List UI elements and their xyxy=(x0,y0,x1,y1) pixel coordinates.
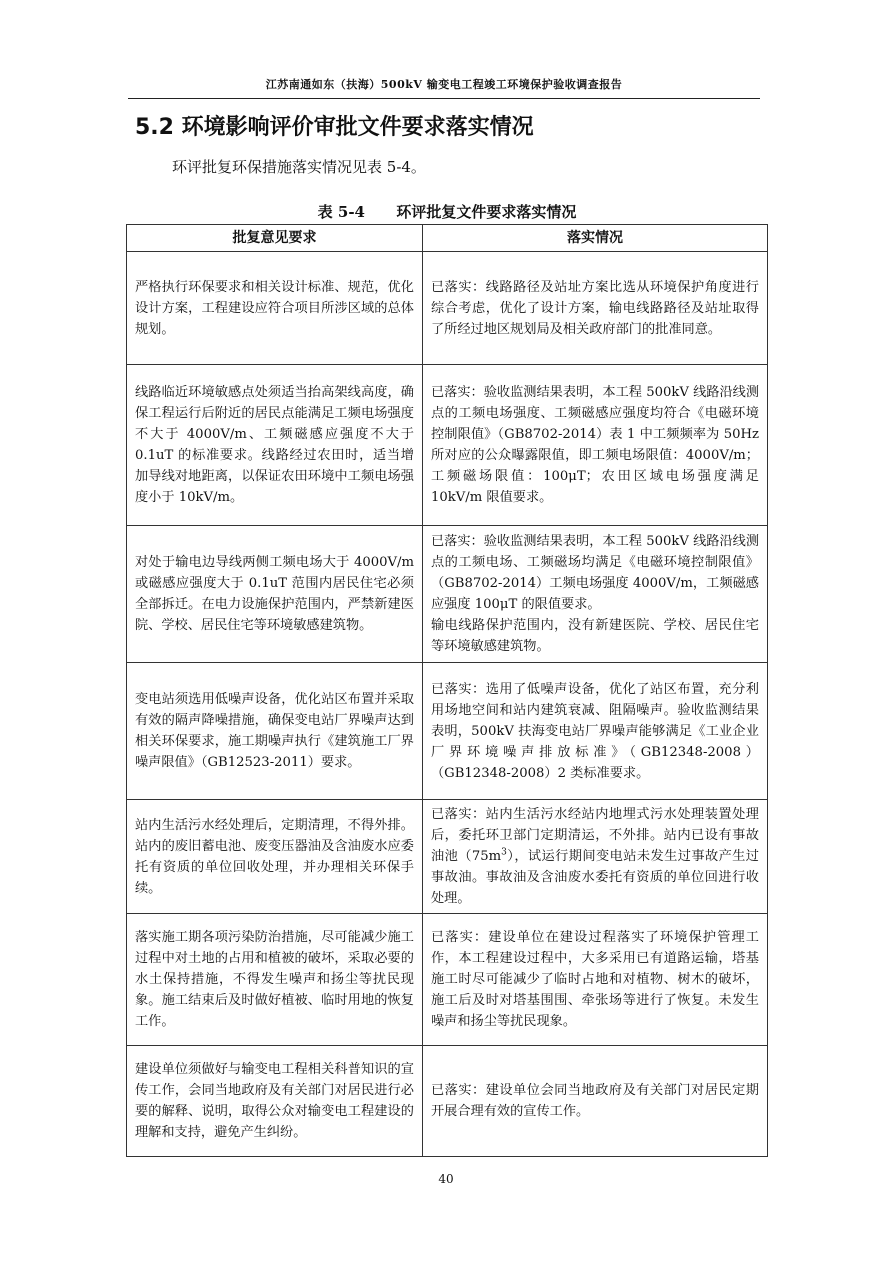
page-number: 40 xyxy=(438,1172,454,1186)
requirement-cell: 变电站须选用低噪声设备，优化站区布置并采取有效的隔声降噪措施，确保变电站厂界噪声达到相关环保要求，施工期噪声执行《建筑施工厂界噪声限值》（GB12523-2011）要求。 xyxy=(127,663,423,800)
requirement-cell: 严格执行环保要求和相关设计标准、规范，优化设计方案，工程建设应符合项目所涉区域的总体规划。 xyxy=(127,252,423,365)
table-row xyxy=(127,365,768,526)
table-row xyxy=(127,800,768,914)
requirements-table xyxy=(126,224,768,1157)
status-text-extra: 输电线路保护范围内，没有新建医院、学校、居民住宅等环境敏感建筑物。 xyxy=(431,618,759,654)
table-caption: 表 5-4 环评批复文件要求落实情况 xyxy=(317,203,577,221)
status-cell: 已落实：验收监测结果表明，本工程 500kV 线路沿线测点的工频电场强度、工频磁感应强度均符合《电磁环境控制限值》（GB8702-2014）表 1 中工频频率为 50Hz 所对应的公众曝露限值，即工频电场限值：4000V/m；工频磁场限值：100μT；农田区域电场强度满足 10kV/m 限值要求。 xyxy=(423,365,768,526)
report-header: 江苏南通如东（扶海）500kV 输变电工程竣工环境保护验收调查报告 xyxy=(265,78,623,91)
table-row xyxy=(127,526,768,663)
header-divider xyxy=(128,98,760,99)
table-row xyxy=(127,1046,768,1157)
status-cell: 已落实：线路路径及站址方案比选从环境保护角度进行综合考虑，优化了设计方案，输电线路路径及站址取得了所经过地区规划局及相关政府部门的批准同意。 xyxy=(423,252,768,365)
status-text-part: ），试运行期间变电站未发生过事故产生过事故油。事故油及含油废水委托有资质的单位回进行收处理。 xyxy=(431,849,759,906)
table-row xyxy=(127,914,768,1046)
requirement-cell: 落实施工期各项污染防治措施，尽可能减少施工过程中对土地的占用和植被的破坏，采取必要的水土保持措施，不得发生噪声和扬尘等扰民现象。施工结束后及时做好植被、临时用地的恢复工作。 xyxy=(127,914,423,1046)
status-text-part: 已落实：站内生活污水经站内地埋式污水处理装置处理后，委托环卫部门定期清运，不外排。站内已设有事故油池（75m xyxy=(431,807,759,864)
requirement-cell: 对处于输电边导线两侧工频电场大于 4000V/m 或磁感应强度大于 0.1uT 范围内居民住宅必须全部拆迁。在电力设施保护范围内，严禁新建医院、学校、居民住宅等环境敏感建筑物。 xyxy=(127,526,423,663)
status-cell: 已落实：建设单位会同当地政府及有关部门对居民定期开展合理有效的宣传工作。 xyxy=(423,1046,768,1157)
table-header-row xyxy=(127,225,768,252)
table-row xyxy=(127,663,768,800)
column-header-status: 落实情况 xyxy=(423,225,768,252)
requirement-cell: 建设单位须做好与输变电工程相关科普知识的宣传工作，会同当地政府及有关部门对居民进行必要的解释、说明，取得公众对输变电工程建设的理解和支持，避免产生纠纷。 xyxy=(127,1046,423,1157)
status-cell xyxy=(423,526,768,663)
status-cell: 已落实：选用了低噪声设备，优化了站区布置，充分利用场地空间和站内建筑衰减、阻隔噪声。验收监测结果表明，500kV 扶海变电站厂界噪声能够满足《工业企业厂界环境噪声排放标准》（GB12348-2008）（GB12348-2008）2 类标准要求。 xyxy=(423,663,768,800)
table-row xyxy=(127,252,768,365)
status-text: 已落实：验收监测结果表明，本工程 500kV 线路沿线测点的工频电场、工频磁场均满足《电磁环境控制限值》（GB8702-2014）工频电场强度 4000V/m，工频磁感应强度 100μT 的限值要求。 xyxy=(431,534,760,612)
superscript-three: 3 xyxy=(501,847,507,858)
requirement-cell: 线路临近环境敏感点处须适当抬高架线高度，确保工程运行后附近的居民点能满足工频电场强度不大于 4000V/m、工频磁感应强度不大于 0.1uT 的标准要求。线路经过农田时，适当增加导线对地距离，以保证农田环境中工频电场强度小于 10kV/m。 xyxy=(127,365,423,526)
status-cell xyxy=(423,800,768,914)
section-intro: 环评批复环保措施落实情况见表 5-4。 xyxy=(172,158,426,176)
requirement-cell: 站内生活污水经处理后，定期清理，不得外排。站内的废旧蓄电池、废变压器油及含油废水应委托有资质的单位回收处理，并办理相关环保手续。 xyxy=(127,800,423,914)
section-title: 5.2 环境影响评价审批文件要求落实情况 xyxy=(135,115,534,140)
status-cell: 已落实：建设单位在建设过程落实了环境保护管理工作，本工程建设过程中，大多采用已有道路运输，塔基施工时尽可能减少了临时占地和对植物、树木的破坏，施工后及时对塔基围围、牵张场等进行了恢复。未发生噪声和扬尘等扰民现象。 xyxy=(423,914,768,1046)
column-header-requirement: 批复意见要求 xyxy=(127,225,423,252)
